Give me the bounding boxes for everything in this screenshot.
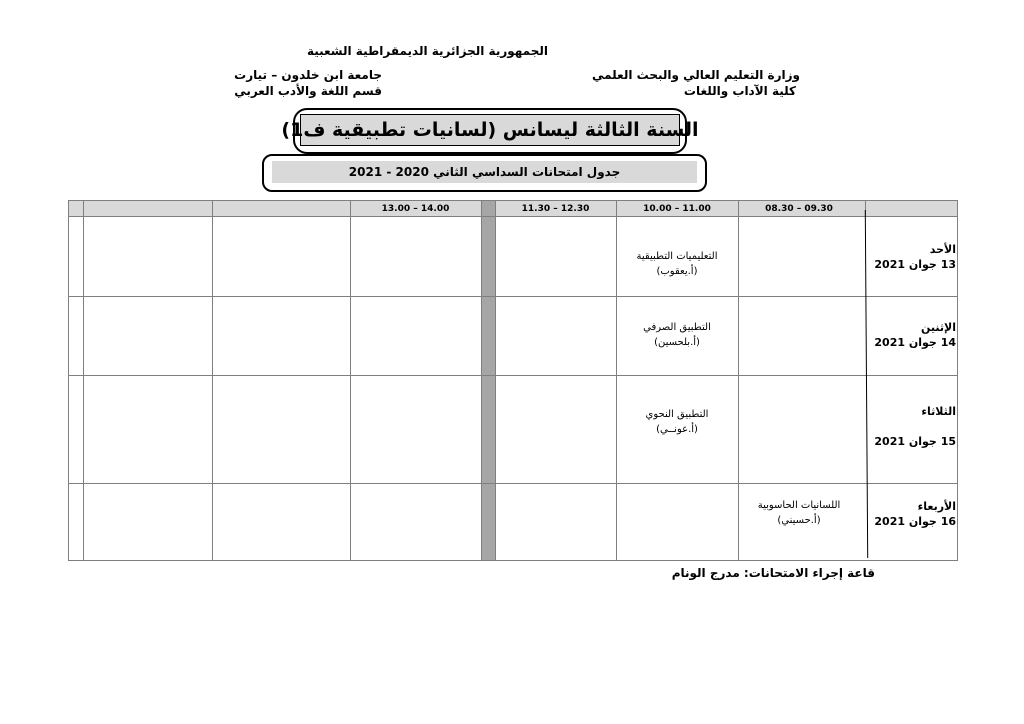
exam-subject: التطبيق الصرفي (643, 322, 711, 333)
day-date: 15 جوان 2021 (874, 435, 956, 448)
exam-teacher: (أ.حسيني) (777, 515, 821, 526)
exam-entry (616, 320, 738, 350)
exam-teacher: (أ.بلحسين) (654, 337, 700, 348)
day-name: الأربعاء (917, 500, 956, 513)
day-date: 16 جوان 2021 (874, 515, 956, 528)
time-slot-3: 11.30 – 12.30 (521, 203, 590, 214)
faculty-heading: كلية الآداب واللغات (683, 84, 796, 98)
day-label (866, 404, 956, 449)
exam-teacher: (أ.عونــي) (656, 424, 698, 435)
row-divider (68, 216, 958, 217)
day-name: الأحد (929, 243, 956, 256)
exam-venue: قاعة إجراء الامتحانات: مدرج الونام (671, 566, 875, 580)
column-divider (481, 200, 482, 561)
day-name: الثلاثاء (921, 405, 956, 418)
row-divider (68, 296, 958, 297)
exam-entry (738, 498, 860, 528)
column-divider (212, 200, 213, 561)
exam-subject: التعليميات التطبيقية (636, 251, 718, 262)
column-divider (350, 200, 351, 561)
day-name: الإثنين (921, 321, 956, 334)
exam-entry (616, 407, 738, 437)
republic-heading: الجمهورية الجزائرية الديمقراطية الشعبية (306, 44, 548, 58)
column-divider (495, 200, 496, 561)
exam-entry (616, 249, 738, 279)
page-title: السنة الثالثة ليسانس (لسانيات تطبيقية ف1) (300, 114, 680, 146)
row-divider (68, 483, 958, 484)
column-divider (83, 200, 84, 561)
row-divider (68, 375, 958, 376)
day-label (866, 242, 956, 272)
page-subtitle: جدول امتحانات السداسي الثاني 2020 - 2021 (272, 161, 697, 183)
time-slot-4: 13.00 – 14.00 (381, 203, 450, 214)
department-heading: قسم اللغة والأدب العربي (234, 84, 382, 98)
university-heading: جامعة ابن خلدون – تيارت (234, 68, 382, 82)
exam-subject: اللسانيات الحاسوبية (757, 500, 841, 511)
exam-teacher: (أ.يعقوب) (656, 266, 698, 277)
exam-subject: التطبيق النحوي (645, 409, 709, 420)
day-date: 14 جوان 2021 (874, 336, 956, 349)
break-column (481, 201, 495, 560)
time-slot-2: 10.00 – 11.00 (643, 203, 711, 214)
day-date: 13 جوان 2021 (874, 258, 956, 271)
time-slot-1: 08.30 – 09.30 (765, 203, 833, 214)
day-label (866, 499, 956, 529)
day-label (866, 320, 956, 350)
ministry-heading: وزارة التعليم العالي والبحث العلمي (591, 68, 800, 82)
